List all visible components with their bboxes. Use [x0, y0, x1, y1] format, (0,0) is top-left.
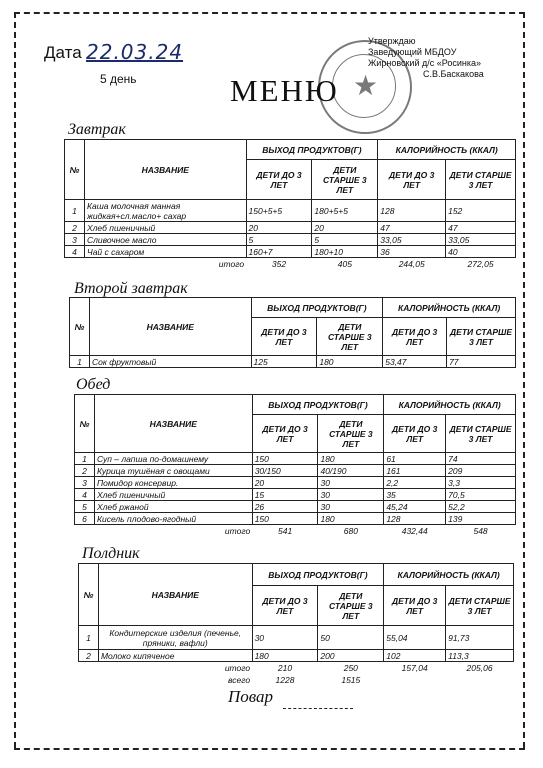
row-num: 4: [75, 489, 95, 501]
table-row: [75, 477, 516, 489]
row-name: Каша молочная манная жидкая+сл.масло+ сахар: [84, 200, 246, 222]
row-c2: 74: [446, 453, 516, 465]
grand-total-label: всего: [228, 674, 251, 685]
col-output: ВЫХОД ПРОДУКТОВ(Г): [252, 564, 384, 586]
total-o2: 250: [343, 662, 358, 673]
total-c2: 272,05: [467, 258, 494, 269]
col-num: №: [65, 140, 85, 200]
second-breakfast-table: [69, 297, 516, 368]
total-row: [79, 662, 514, 674]
row-c2: 77: [447, 356, 516, 368]
row-c1: 53,47: [383, 356, 447, 368]
grand-total-o1: 1228: [275, 674, 295, 685]
total-c1: 157,04: [401, 662, 428, 673]
row-c2: 52,2: [446, 501, 516, 513]
grand-total-o2: 1515: [341, 674, 361, 685]
row-num: 2: [79, 650, 99, 662]
row-c2: 152: [446, 200, 516, 222]
total-o2: 405: [337, 258, 352, 269]
row-num: 1: [75, 453, 95, 465]
total-o1: 352: [271, 258, 287, 269]
col-cal-over3: ДЕТИ СТАРШЕ 3 ЛЕТ: [446, 160, 516, 200]
row-num: 3: [75, 477, 95, 489]
row-name: Кисель плодово-ягодный: [94, 513, 252, 525]
date-label: Дата: [44, 43, 82, 62]
row-c2: 33,05: [446, 234, 516, 246]
col-over3: ДЕТИ СТАРШЕ 3 ЛЕТ: [318, 415, 384, 453]
row-o2: 40/190: [318, 465, 384, 477]
row-name: Помидор консервир.: [94, 477, 252, 489]
dashed-border-top: [14, 12, 525, 14]
table-row: [65, 246, 516, 258]
breakfast-table: [64, 139, 516, 270]
col-num: №: [79, 564, 99, 626]
section-title-second-breakfast: Второй завтрак: [74, 280, 188, 297]
section-title-lunch: Обед: [76, 376, 111, 393]
row-o2: 5: [312, 234, 378, 246]
row-c1: 55,04: [384, 626, 446, 650]
row-c2: 139: [446, 513, 516, 525]
col-over3: ДЕТИ СТАРШЕ 3 ЛЕТ: [318, 586, 384, 626]
row-c1: 33,05: [378, 234, 446, 246]
total-row: [65, 258, 516, 270]
table-row: [75, 501, 516, 513]
total-c1: 432,44: [401, 525, 428, 536]
col-cal-under3: ДЕТИ ДО 3 ЛЕТ: [383, 318, 447, 356]
row-o1: 180: [252, 650, 318, 662]
total-c2: 205,06: [466, 662, 493, 673]
row-num: 2: [65, 222, 85, 234]
row-name: Молоко кипяченое: [98, 650, 252, 662]
row-c1: 47: [378, 222, 446, 234]
row-c1: 61: [384, 453, 446, 465]
day-number: 5 день: [100, 72, 137, 86]
row-c1: 128: [378, 200, 446, 222]
col-cal: КАЛОРИЙНОСТЬ (ККАЛ): [383, 298, 516, 318]
col-cal: КАЛОРИЙНОСТЬ (ККАЛ): [384, 395, 516, 415]
col-name: НАЗВАНИЕ: [89, 298, 251, 356]
cook-signature: [283, 690, 353, 709]
col-over3: ДЕТИ СТАРШЕ 3 ЛЕТ: [317, 318, 383, 356]
seal-star-icon: ★: [353, 70, 379, 101]
snack-table: [78, 563, 514, 686]
row-c2: 40: [446, 246, 516, 258]
row-o1: 160+7: [246, 246, 312, 258]
row-o2: 180: [318, 453, 384, 465]
row-name: Кондитерские изделия (печенье, пряники, вафли): [98, 626, 252, 650]
cook-label: Повар: [228, 687, 274, 706]
table-row: [75, 489, 516, 501]
table-row: [75, 513, 516, 525]
table-row: [65, 200, 516, 222]
table-row: [65, 234, 516, 246]
col-cal-over3: ДЕТИ СТАРШЕ 3 ЛЕТ: [447, 318, 516, 356]
row-o2: 30: [318, 489, 384, 501]
row-o1: 20: [252, 477, 318, 489]
col-cal-under3: ДЕТИ ДО 3 ЛЕТ: [378, 160, 446, 200]
approve-line: С.В.Баскакова: [423, 69, 484, 79]
row-o2: 180: [318, 513, 384, 525]
dashed-border-bottom: [14, 748, 525, 750]
row-c2: 209: [446, 465, 516, 477]
row-c1: 35: [384, 489, 446, 501]
row-c2: 70,5: [446, 489, 516, 501]
date-value: 22.03.24: [86, 40, 184, 64]
row-o1: 30/150: [252, 465, 318, 477]
row-num: 5: [75, 501, 95, 513]
col-cal-over3: ДЕТИ СТАРШЕ 3 ЛЕТ: [446, 415, 516, 453]
approve-line: Жирновский д/с «Росинка»: [368, 58, 482, 68]
row-num: 4: [65, 246, 85, 258]
col-num: №: [70, 298, 90, 356]
row-o2: 200: [318, 650, 384, 662]
row-num: 1: [65, 200, 85, 222]
total-c1: 244,05: [398, 258, 425, 269]
row-c1: 2,2: [384, 477, 446, 489]
approval-block: [368, 36, 484, 80]
col-cal: КАЛОРИЙНОСТЬ (ККАЛ): [384, 564, 514, 586]
row-name: Сок фруктовый: [89, 356, 251, 368]
row-o2: 30: [318, 501, 384, 513]
section-title-breakfast: Завтрак: [68, 121, 126, 138]
grand-total-row: [79, 674, 514, 686]
row-c2: 113,3: [446, 650, 514, 662]
row-o1: 26: [252, 501, 318, 513]
row-name: Хлеб пшеничный: [94, 489, 252, 501]
row-c1: 102: [384, 650, 446, 662]
col-cal-under3: ДЕТИ ДО 3 ЛЕТ: [384, 415, 446, 453]
approve-line: Заведующий МБДОУ: [368, 47, 457, 57]
page-title: МЕНЮ: [230, 73, 339, 108]
col-under3: ДЕТИ ДО 3 ЛЕТ: [251, 318, 317, 356]
row-num: 3: [65, 234, 85, 246]
table-row: [79, 650, 514, 662]
row-c1: 161: [384, 465, 446, 477]
table-row: [65, 222, 516, 234]
row-c1: 128: [384, 513, 446, 525]
col-cal-under3: ДЕТИ ДО 3 ЛЕТ: [384, 586, 446, 626]
row-o1: 150+5+5: [246, 200, 312, 222]
row-name: Суп – лапша по-домашнему: [94, 453, 252, 465]
table-row: [75, 453, 516, 465]
dashed-border-right: [523, 12, 525, 748]
row-c2: 91,73: [446, 626, 514, 650]
col-under3: ДЕТИ ДО 3 ЛЕТ: [252, 586, 318, 626]
col-name: НАЗВАНИЕ: [98, 564, 252, 626]
total-o1: 210: [277, 662, 293, 673]
col-cal: КАЛОРИЙНОСТЬ (ККАЛ): [378, 140, 516, 160]
table-row: [75, 465, 516, 477]
row-c2: 3,3: [446, 477, 516, 489]
row-c2: 47: [446, 222, 516, 234]
total-label: итого: [218, 258, 245, 269]
row-name: Сливочное масло: [84, 234, 246, 246]
row-o1: 150: [252, 513, 318, 525]
col-under3: ДЕТИ ДО 3 ЛЕТ: [252, 415, 318, 453]
col-under3: ДЕТИ ДО 3 ЛЕТ: [246, 160, 312, 200]
row-o1: 30: [252, 626, 318, 650]
row-name: Хлеб пшеничный: [84, 222, 246, 234]
row-name: Курица тушёная с овощами: [94, 465, 252, 477]
row-o1: 150: [252, 453, 318, 465]
col-cal-over3: ДЕТИ СТАРШЕ 3 ЛЕТ: [446, 586, 514, 626]
row-o2: 30: [318, 477, 384, 489]
table-row: [70, 356, 516, 368]
table-row: [79, 626, 514, 650]
row-o1: 5: [246, 234, 312, 246]
row-num: 1: [70, 356, 90, 368]
row-c1: 45,24: [384, 501, 446, 513]
row-name: Чай с сахаром: [84, 246, 246, 258]
lunch-table: [74, 394, 516, 537]
row-o1: 125: [251, 356, 317, 368]
approve-line: Утверждаю: [368, 36, 416, 46]
col-num: №: [75, 395, 95, 453]
row-c1: 36: [378, 246, 446, 258]
row-num: 1: [79, 626, 99, 650]
total-row: [75, 525, 516, 537]
row-o2: 20: [312, 222, 378, 234]
row-num: 2: [75, 465, 95, 477]
col-output: ВЫХОД ПРОДУКТОВ(Г): [251, 298, 383, 318]
total-label: итого: [224, 662, 251, 673]
col-name: НАЗВАНИЕ: [94, 395, 252, 453]
row-o1: 20: [246, 222, 312, 234]
row-num: 6: [75, 513, 95, 525]
row-name: Хлеб ржаной: [94, 501, 252, 513]
total-label: итого: [224, 525, 251, 536]
row-o2: 180+10: [312, 246, 378, 258]
total-c2: 548: [473, 525, 488, 536]
col-over3: ДЕТИ СТАРШЕ 3 ЛЕТ: [312, 160, 378, 200]
dashed-border-left: [14, 12, 16, 748]
row-o2: 180+5+5: [312, 200, 378, 222]
row-o1: 15: [252, 489, 318, 501]
col-output: ВЫХОД ПРОДУКТОВ(Г): [252, 395, 384, 415]
col-output: ВЫХОД ПРОДУКТОВ(Г): [246, 140, 378, 160]
total-o1: 541: [277, 525, 293, 536]
section-title-snack: Полдник: [82, 545, 140, 562]
row-o2: 50: [318, 626, 384, 650]
row-o2: 180: [317, 356, 383, 368]
total-o2: 680: [343, 525, 358, 536]
col-name: НАЗВАНИЕ: [84, 140, 246, 200]
